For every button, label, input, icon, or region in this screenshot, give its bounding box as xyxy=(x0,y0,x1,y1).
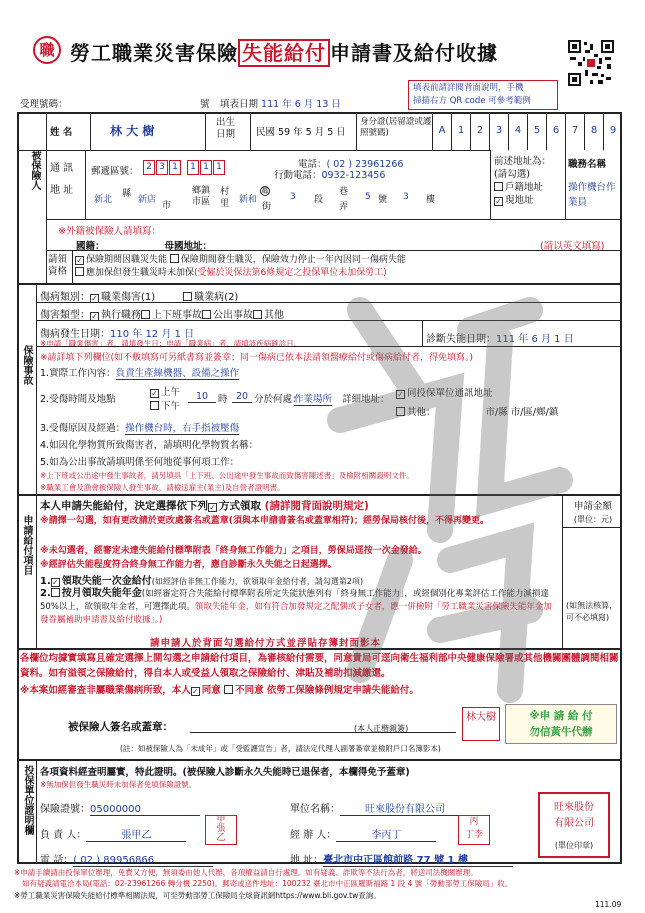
company-stamp: 旺來股份 有限公司 (單位印章) xyxy=(538,792,610,858)
footer-note-3: ※勞工職業災害保險失能給付標準相關法規，可至勞動部勞工保險局全球資訊網https://www.bli.gov.tw查詢。 xyxy=(14,891,381,900)
lump-sum-checkbox[interactable]: ✓ xyxy=(51,578,59,587)
zip-label: 郵遞區號： xyxy=(91,166,139,177)
pm-checkbox[interactable] xyxy=(150,401,159,410)
detail-guide: ※請詳填下列欄位(如不敷填寫可另紙書寫並簽章；同一傷病已依本法請領醫療給付或傷病給付者，得免填寫。) xyxy=(40,353,474,363)
accept-number: 受理號碼： 號 xyxy=(20,99,210,110)
option-lump-sum: 1.✓ 領取失能一次金給付(如經評估非無工作能力，欲領取年金給付者，請勾選第2項) xyxy=(40,576,364,587)
id-digit-cell: 1 xyxy=(451,112,470,150)
union-note: ※職業工會及漁會被保險人發生事故，請檢送雇主(業主)及自營者證明書。 xyxy=(40,483,285,492)
travel-fact-row: 5.如為公出事故請填明係至何地從事何項工作： xyxy=(40,457,240,468)
id-digit-cell: 8 xyxy=(584,112,603,150)
birth-value: 民國 59 年 5 月 5 日 xyxy=(256,127,346,138)
zip-digit-cell: 3 xyxy=(156,160,168,175)
attach-passbook-note: 請申請人於背面勾選給付方式並浮貼存簿封面影本 xyxy=(150,638,382,649)
signature-note: (本人正楷親簽) xyxy=(354,724,409,733)
injury-type: 傷病類別：✓ 職業傷害(1) 職業病(2) xyxy=(40,292,239,303)
unit-name: 單位名稱： 旺來股份有限公司 xyxy=(290,800,470,816)
disagree-checkbox[interactable] xyxy=(224,685,233,694)
mobile-row: 行動電話：0932-123456 xyxy=(274,170,386,181)
name-label: 姓 名 xyxy=(50,127,73,138)
qual-opt2-checkbox[interactable] xyxy=(170,254,179,263)
signature-line xyxy=(190,732,456,733)
footer-note-2: 如有疑義請電洽本局(電話：02-23961266 轉分機 2250)。郵寄或送件地址：100232 臺北市中正區羅斯福路 1 段 4 號「勞動部勞工保險局」收。 xyxy=(22,879,513,888)
handler: 經 辦 人： 李丙丁 xyxy=(290,826,436,842)
insured-side-label: 被保險人 xyxy=(29,150,40,190)
same-addr-checkbox[interactable]: ✓ xyxy=(397,390,404,399)
kind-other-checkbox[interactable] xyxy=(253,310,262,319)
other-address-opt: 其他： 市/縣 市/區/鄉/鎮 xyxy=(396,404,558,418)
chemical-row: 4.如因化學物質所致傷害者，請填明化學物質名稱： xyxy=(40,440,259,451)
form-title: 勞工職業災害保險 失能給付 申請書及給付收據 xyxy=(70,41,498,65)
zip-digit-cell: 1 xyxy=(213,160,225,175)
diagnosis-date: 診斷失能日期：111 年 6 月 1 日 xyxy=(426,334,574,345)
owner-seal: 甲 張 乙 xyxy=(205,815,237,845)
other-addr-checkbox[interactable] xyxy=(396,407,405,416)
qual-opt3-checkbox[interactable] xyxy=(75,267,84,276)
form-version: 111.09 xyxy=(595,900,622,909)
qual-opt1-checkbox[interactable]: ✓ xyxy=(76,256,83,265)
payment-side-label: 申請給付項目 xyxy=(21,515,32,575)
id-digit-cell: 2 xyxy=(470,112,489,150)
payment-rule-3: ※經評估失能程度符合終身無工作能力者，應自診斷永久失能之日起選擇。 xyxy=(40,560,337,570)
occ-injury-checkbox[interactable]: ✓ xyxy=(91,294,98,303)
zip-digit-cell: 1 xyxy=(187,160,199,175)
accident-side-label: 保險事故 xyxy=(21,345,32,385)
kind-duty-checkbox[interactable]: ✓ xyxy=(91,312,98,321)
employer-tel: 電 話：( 02 ) 89956866 xyxy=(40,851,213,867)
work-content: 1.實際工作內容：負責生產線機器、設備之操作 xyxy=(40,365,239,380)
payment-rule-2: ※未勾選者，經審定未達失能給付標準附表「終身無工作能力」之項目，勞保局逕按一次金發給。 xyxy=(40,546,427,556)
employer-cert: 各項資料經查明屬實，特此證明。(被保險人診斷永久失能時已退保者，本欄得免予蓋章) xyxy=(40,767,410,778)
employer-address: 地 址：臺北市中正區館前路 77 號 1 樓 xyxy=(290,851,513,867)
qr-code-icon xyxy=(568,40,614,86)
guardian-note: (註：如被保險人為「未成年」或「受監護宣告」者，請法定代理人副署簽章並檢附戶口名簿影本) xyxy=(120,744,441,753)
zip-digit-cell: 1 xyxy=(200,160,212,175)
same-address-opt: ✓ 同投保單位通訊地址 xyxy=(397,388,493,399)
handler-seal: 丙 丁李 xyxy=(458,815,490,845)
amount-label: 申請金額 (單位：元) xyxy=(573,501,613,524)
commute-note: ※上下班或公出途中發生事故者，請另填具「上下班、公出途中發生事故而致傷害陳述書」及檢附相關證明文件。 xyxy=(40,471,414,480)
english-note: (請以英文填寫) xyxy=(540,241,605,252)
kind-commute-checkbox[interactable] xyxy=(141,310,150,319)
zip-code-cells xyxy=(143,160,226,175)
amount-side-note: (如無法核算，可不必填寫) xyxy=(566,601,618,622)
zip-digit-cell: 1 xyxy=(169,160,181,175)
date-note: ※申請「職業傷害」者，請填發生日；申請「職業病」者，請填該疾病確診日。 xyxy=(40,339,302,348)
payment-title: 本人申請失能給付，決定選擇依下列✓ 方式領取 (請詳閱背面說明規定) xyxy=(40,500,369,512)
job-label: 職務名稱 xyxy=(568,159,607,170)
consent-text: 各欄位均據實填寫且確定選擇上開勾選之申請給付項目，為審核給付需要，同意貴局可逕向衛生福利部中央健康保險署或其他機關團體調閱相關資料。如有溢領之保險給付，得自本人或受益人領取之保險給付、津貼及補助扣減繳還。 xyxy=(20,653,619,679)
footer-note-1: ※申請手續請由投保單位辦理，免費又方便，無須委由他人代辦，各項權益請自行處理。如有疑義、詐欺等不法行為者，將送司法機關辦理。 xyxy=(14,868,478,877)
nationality-row: 國籍： 母國地址： xyxy=(76,241,213,252)
employer-side-label: 投保單位證明欄 xyxy=(22,765,33,835)
annuity-checkbox[interactable] xyxy=(51,588,60,597)
birth-label: 出生日期 xyxy=(216,117,236,140)
no-broker-box: ※申 請 給 付 勿信黃牛代辦 xyxy=(505,704,617,744)
id-digit-cell: 6 xyxy=(546,112,565,150)
insured-seal: 林大樹 xyxy=(462,707,500,741)
agree-checkbox[interactable]: ✓ xyxy=(191,687,199,696)
injury-kind: 傷害類型：✓ 執行職務 上下班事故 公出事故 其他 xyxy=(40,310,284,321)
non-occ-consent: ※本案如經審查非屬職業傷病所致，本人✓ 同意 不同意 依勞工保險條例規定申請失能給付。 xyxy=(20,685,419,696)
injury-cause: 3.受傷原因及經過：操作機台時，右手指被壓傷 xyxy=(40,420,239,435)
id-digit-cell: 7 xyxy=(565,112,584,150)
id-digit-cell: 5 xyxy=(527,112,546,150)
signature-label: 被保險人簽名或蓋章： xyxy=(68,721,173,733)
qualification-label: 請領資格 xyxy=(48,254,68,277)
occ-disease-checkbox[interactable] xyxy=(183,292,192,301)
household-addr-checkbox[interactable] xyxy=(494,182,503,191)
id-digit-cell: 9 xyxy=(603,112,622,150)
am-checkbox[interactable]: ✓ xyxy=(151,389,158,398)
name-value: 林 大 樹 xyxy=(110,124,155,138)
foreign-note: ※外籍被保險人請填寫： xyxy=(58,226,161,237)
id-number-cells xyxy=(432,112,622,150)
tel-row: 電話：( 02 ) 23961266 xyxy=(298,159,404,170)
current-addr-checkbox[interactable]: ✓ xyxy=(495,197,502,206)
qualification-opts: ✓ 保險期間因職災失能 保險期間發生職災，保險效力停止一年內因同一傷病失能 應加保但發生職災時未加保(受僱於災保法第6條規定之投保單位未加保勞工) xyxy=(76,255,406,278)
injury-date: 傷病發生日期：110 年 12 月 1 日 xyxy=(40,329,195,340)
insurance-no: 保險證號：05000000 xyxy=(40,800,200,816)
owner: 負 責 人： 張甲乙 xyxy=(40,826,186,842)
employer-cert-note: ※無加保但發生職災時未加保者免填保險證號。 xyxy=(40,780,197,789)
job-value: 操作機台作業員 xyxy=(568,182,616,208)
id-digit-cell: A xyxy=(432,112,451,150)
address-label: 通 訊 地 址 xyxy=(50,163,74,196)
zip-digit-cell: 2 xyxy=(143,160,155,175)
id-digit-cell: 3 xyxy=(489,112,508,150)
addr-type: 前述地址為： (請勾選) 戶籍地址 ✓ 現地址 xyxy=(494,156,552,206)
payment-rule-1: ※請擇一勾選，如有更改請於更改處簽名或蓋章(須與本申請書簽名或蓋章相符)；經勞保局核付後，不得再變更。 xyxy=(40,516,489,526)
address-line: 新北 縣 新店 市 鄉鎮市區 新和 村里 鄰 街 3 段 巷 5 弄 號 3 樓 xyxy=(94,186,436,212)
fill-date: 填表日期 111 年 6 月 13 日 xyxy=(220,99,341,110)
kind-travel-checkbox[interactable] xyxy=(202,310,211,319)
seal-mark: 職 xyxy=(33,36,61,64)
injury-time-place: 2.受傷時間及地點 ✓ 上午 下午 10 時 20 分於何處： 作業場所 詳細地址： xyxy=(40,387,390,412)
qr-note: 填表前請詳閱背面說明，手機 掃描右方 QR code 可參考範例 xyxy=(408,80,558,110)
id-digit-cell: 4 xyxy=(508,112,527,150)
option-annuity: 2. 按月領取失能年金(如經審定符合失能給付標準附表所定失能狀態列有「終身無工作能力」，或經個別化專業評估工作能力減損達 50%以上，欲領取年金者，可選擇此項。領取失能年金，如有符合加發規定之配偶或子女者，應一併檢附「勞工職業災害保險失能年金加發眷屬補助申請書及給付收據」。) xyxy=(40,588,552,625)
id-label: 身分證(居留證或護照號碼) xyxy=(360,117,432,138)
